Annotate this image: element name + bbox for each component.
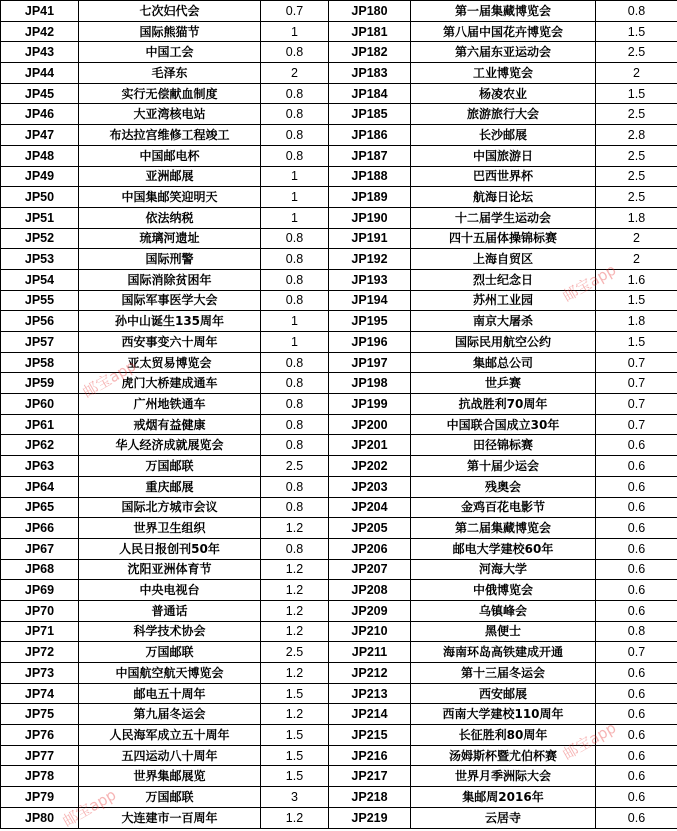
right-price-cell: 1.5: [596, 290, 677, 311]
table-row: [1, 311, 677, 332]
table-row: [1, 580, 677, 601]
left-price-cell: 1.5: [261, 683, 329, 704]
right-name-cell: 长沙邮展: [411, 125, 596, 146]
right-code-cell: JP195: [329, 311, 411, 332]
left-price-cell: 0.8: [261, 125, 329, 146]
table-row: [1, 704, 677, 725]
left-code-cell: JP53: [1, 249, 79, 270]
left-price-cell: 1.2: [261, 580, 329, 601]
right-price-cell: 0.6: [596, 538, 677, 559]
right-code-cell: JP211: [329, 642, 411, 663]
left-price-cell: 1: [261, 311, 329, 332]
left-price-cell: 1.2: [261, 621, 329, 642]
right-name-cell: 集邮周2016年: [411, 787, 596, 808]
left-code-cell: JP45: [1, 83, 79, 104]
left-name-cell: 五四运动八十周年: [79, 745, 261, 766]
left-price-cell: 1.5: [261, 766, 329, 787]
left-name-cell: 中国集邮笑迎明天: [79, 187, 261, 208]
right-code-cell: JP192: [329, 249, 411, 270]
right-price-cell: 1.5: [596, 83, 677, 104]
right-name-cell: 金鸡百花电影节: [411, 497, 596, 518]
right-name-cell: 航海日论坛: [411, 187, 596, 208]
table-row: [1, 125, 677, 146]
left-code-cell: JP75: [1, 704, 79, 725]
left-code-cell: JP72: [1, 642, 79, 663]
right-name-cell: 第八届中国花卉博览会: [411, 21, 596, 42]
table-row: [1, 21, 677, 42]
left-name-cell: 世界集邮展览: [79, 766, 261, 787]
left-name-cell: 国际刑警: [79, 249, 261, 270]
right-name-cell: 海南环岛高铁建成开通: [411, 642, 596, 663]
right-code-cell: JP190: [329, 207, 411, 228]
right-code-cell: JP188: [329, 166, 411, 187]
left-name-cell: 依法纳税: [79, 207, 261, 228]
left-code-cell: JP71: [1, 621, 79, 642]
right-name-cell: 第一届集藏博览会: [411, 1, 596, 22]
right-name-cell: 世界月季洲际大会: [411, 766, 596, 787]
left-price-cell: 3: [261, 787, 329, 808]
right-price-cell: 2.5: [596, 187, 677, 208]
right-name-cell: 西安邮展: [411, 683, 596, 704]
right-code-cell: JP203: [329, 476, 411, 497]
table-row: [1, 435, 677, 456]
table-row: [1, 145, 677, 166]
right-code-cell: JP198: [329, 373, 411, 394]
table-row: [1, 352, 677, 373]
left-name-cell: 邮电五十周年: [79, 683, 261, 704]
left-price-cell: 0.8: [261, 476, 329, 497]
right-price-cell: 1.8: [596, 311, 677, 332]
table-row: [1, 766, 677, 787]
left-code-cell: JP76: [1, 725, 79, 746]
table-row: [1, 63, 677, 84]
right-price-cell: 0.7: [596, 642, 677, 663]
left-price-cell: 1.2: [261, 559, 329, 580]
right-name-cell: 第二届集藏博览会: [411, 518, 596, 539]
left-name-cell: 万国邮联: [79, 456, 261, 477]
table-row: [1, 518, 677, 539]
right-code-cell: JP209: [329, 600, 411, 621]
left-name-cell: 世界卫生组织: [79, 518, 261, 539]
right-name-cell: 汤姆斯杯暨尤伯杯赛: [411, 745, 596, 766]
left-code-cell: JP61: [1, 414, 79, 435]
left-code-cell: JP51: [1, 207, 79, 228]
table-row: [1, 249, 677, 270]
right-name-cell: 第十三届冬运会: [411, 663, 596, 684]
right-price-cell: 0.8: [596, 621, 677, 642]
right-code-cell: JP207: [329, 559, 411, 580]
right-code-cell: JP210: [329, 621, 411, 642]
right-price-cell: 2.5: [596, 145, 677, 166]
right-name-cell: 邮电大学建校60年: [411, 538, 596, 559]
left-code-cell: JP54: [1, 269, 79, 290]
left-name-cell: 国际北方城市会议: [79, 497, 261, 518]
left-name-cell: 国际消除贫困年: [79, 269, 261, 290]
left-price-cell: 0.8: [261, 228, 329, 249]
left-name-cell: 华人经济成就展览会: [79, 435, 261, 456]
right-code-cell: JP189: [329, 187, 411, 208]
left-name-cell: 中国工会: [79, 42, 261, 63]
right-code-cell: JP204: [329, 497, 411, 518]
right-name-cell: 第六届东亚运动会: [411, 42, 596, 63]
left-code-cell: JP79: [1, 787, 79, 808]
table-row: [1, 787, 677, 808]
watermark: 邮宝app: [79, 355, 140, 402]
left-code-cell: JP63: [1, 456, 79, 477]
table-row: [1, 476, 677, 497]
left-name-cell: 沈阳亚洲体育节: [79, 559, 261, 580]
left-price-cell: 2.5: [261, 642, 329, 663]
right-name-cell: 残奥会: [411, 476, 596, 497]
right-name-cell: 四十五届体操锦标赛: [411, 228, 596, 249]
right-name-cell: 云居寺: [411, 807, 596, 828]
table-row: [1, 559, 677, 580]
table-row: [1, 683, 677, 704]
left-code-cell: JP78: [1, 766, 79, 787]
right-price-cell: 1.6: [596, 269, 677, 290]
left-price-cell: 0.8: [261, 414, 329, 435]
right-name-cell: 抗战胜利70周年: [411, 394, 596, 415]
right-price-cell: 0.6: [596, 766, 677, 787]
table-row: [1, 42, 677, 63]
left-name-cell: 大连建市一百周年: [79, 807, 261, 828]
left-price-cell: 0.8: [261, 290, 329, 311]
right-code-cell: JP182: [329, 42, 411, 63]
left-price-cell: 0.8: [261, 373, 329, 394]
right-name-cell: 乌镇峰会: [411, 600, 596, 621]
left-name-cell: 中国邮电杯: [79, 145, 261, 166]
table-row: [1, 207, 677, 228]
left-price-cell: 0.8: [261, 435, 329, 456]
right-price-cell: 0.6: [596, 683, 677, 704]
left-name-cell: 中央电视台: [79, 580, 261, 601]
watermark: 邮宝app: [559, 717, 620, 764]
right-name-cell: 上海自贸区: [411, 249, 596, 270]
left-name-cell: 国际熊猫节: [79, 21, 261, 42]
right-code-cell: JP187: [329, 145, 411, 166]
right-price-cell: 0.6: [596, 704, 677, 725]
right-price-cell: 2: [596, 228, 677, 249]
left-name-cell: 大亚湾核电站: [79, 104, 261, 125]
right-price-cell: 0.7: [596, 352, 677, 373]
left-price-cell: 0.8: [261, 249, 329, 270]
left-code-cell: JP60: [1, 394, 79, 415]
left-price-cell: 2: [261, 63, 329, 84]
left-price-cell: 1.2: [261, 663, 329, 684]
right-name-cell: 中国旅游日: [411, 145, 596, 166]
right-price-cell: 1.8: [596, 207, 677, 228]
right-name-cell: 工业博览会: [411, 63, 596, 84]
right-price-cell: 0.7: [596, 373, 677, 394]
right-price-cell: 0.6: [596, 559, 677, 580]
right-name-cell: 长征胜利80周年: [411, 725, 596, 746]
right-name-cell: 苏州工业园: [411, 290, 596, 311]
right-price-cell: 2.8: [596, 125, 677, 146]
left-code-cell: JP46: [1, 104, 79, 125]
right-code-cell: JP199: [329, 394, 411, 415]
left-price-cell: 0.8: [261, 394, 329, 415]
left-code-cell: JP74: [1, 683, 79, 704]
right-name-cell: 十二届学生运动会: [411, 207, 596, 228]
right-code-cell: JP186: [329, 125, 411, 146]
left-price-cell: 1.5: [261, 725, 329, 746]
right-code-cell: JP205: [329, 518, 411, 539]
right-code-cell: JP219: [329, 807, 411, 828]
left-code-cell: JP55: [1, 290, 79, 311]
right-name-cell: 第十届少运会: [411, 456, 596, 477]
left-name-cell: 七次妇代会: [79, 1, 261, 22]
right-price-cell: 1.5: [596, 21, 677, 42]
left-code-cell: JP64: [1, 476, 79, 497]
right-name-cell: 巴西世界杯: [411, 166, 596, 187]
table-row: [1, 497, 677, 518]
right-price-cell: 0.6: [596, 745, 677, 766]
right-code-cell: JP181: [329, 21, 411, 42]
table-row: [1, 538, 677, 559]
right-price-cell: 1.5: [596, 332, 677, 353]
right-price-cell: 0.6: [596, 787, 677, 808]
right-code-cell: JP193: [329, 269, 411, 290]
left-code-cell: JP67: [1, 538, 79, 559]
table-row: [1, 104, 677, 125]
left-code-cell: JP48: [1, 145, 79, 166]
table-row: [1, 807, 677, 828]
right-price-cell: 0.6: [596, 476, 677, 497]
left-code-cell: JP68: [1, 559, 79, 580]
right-price-cell: 0.6: [596, 435, 677, 456]
right-code-cell: JP197: [329, 352, 411, 373]
left-code-cell: JP70: [1, 600, 79, 621]
left-name-cell: 重庆邮展: [79, 476, 261, 497]
left-code-cell: JP80: [1, 807, 79, 828]
table-row: [1, 269, 677, 290]
left-code-cell: JP69: [1, 580, 79, 601]
right-price-cell: 0.6: [596, 580, 677, 601]
right-price-cell: 0.6: [596, 663, 677, 684]
left-code-cell: JP57: [1, 332, 79, 353]
left-code-cell: JP43: [1, 42, 79, 63]
left-price-cell: 0.7: [261, 1, 329, 22]
right-code-cell: JP194: [329, 290, 411, 311]
right-price-cell: 0.6: [596, 497, 677, 518]
right-name-cell: 河海大学: [411, 559, 596, 580]
left-code-cell: JP62: [1, 435, 79, 456]
right-code-cell: JP183: [329, 63, 411, 84]
left-code-cell: JP42: [1, 21, 79, 42]
right-name-cell: 旅游旅行大会: [411, 104, 596, 125]
left-name-cell: 中国航空航天博览会: [79, 663, 261, 684]
left-code-cell: JP66: [1, 518, 79, 539]
right-name-cell: 集邮总公司: [411, 352, 596, 373]
right-code-cell: JP206: [329, 538, 411, 559]
left-code-cell: JP56: [1, 311, 79, 332]
left-price-cell: 1.2: [261, 704, 329, 725]
left-name-cell: 人民海军成立五十周年: [79, 725, 261, 746]
table-row: [1, 745, 677, 766]
left-price-cell: 0.8: [261, 145, 329, 166]
table-row: [1, 600, 677, 621]
left-price-cell: 0.8: [261, 538, 329, 559]
watermark: 邮宝app: [559, 259, 620, 306]
left-name-cell: 琉璃河遗址: [79, 228, 261, 249]
left-name-cell: 孙中山诞生135周年: [79, 311, 261, 332]
left-price-cell: 1.5: [261, 745, 329, 766]
left-name-cell: 实行无偿献血制度: [79, 83, 261, 104]
left-name-cell: 虎门大桥建成通车: [79, 373, 261, 394]
left-name-cell: 戒烟有益健康: [79, 414, 261, 435]
watermark: 邮宝app: [59, 784, 120, 831]
left-code-cell: JP73: [1, 663, 79, 684]
left-price-cell: 0.8: [261, 42, 329, 63]
left-price-cell: 1.2: [261, 518, 329, 539]
left-name-cell: 第九届冬运会: [79, 704, 261, 725]
left-name-cell: 亚太贸易博览会: [79, 352, 261, 373]
left-price-cell: 0.8: [261, 497, 329, 518]
right-price-cell: 2.5: [596, 104, 677, 125]
right-code-cell: JP217: [329, 766, 411, 787]
left-price-cell: 0.8: [261, 104, 329, 125]
table-row: [1, 166, 677, 187]
right-code-cell: JP214: [329, 704, 411, 725]
right-name-cell: 国际民用航空公约: [411, 332, 596, 353]
right-price-cell: 2.5: [596, 166, 677, 187]
right-name-cell: 黑便士: [411, 621, 596, 642]
left-name-cell: 万国邮联: [79, 787, 261, 808]
right-price-cell: 0.6: [596, 600, 677, 621]
left-code-cell: JP41: [1, 1, 79, 22]
left-code-cell: JP52: [1, 228, 79, 249]
table-row: [1, 83, 677, 104]
right-price-cell: 0.6: [596, 725, 677, 746]
left-name-cell: 西安事变六十周年: [79, 332, 261, 353]
right-name-cell: 中国联合国成立30年: [411, 414, 596, 435]
right-price-cell: 0.7: [596, 414, 677, 435]
table-row: [1, 290, 677, 311]
left-name-cell: 万国邮联: [79, 642, 261, 663]
right-name-cell: 世乒赛: [411, 373, 596, 394]
right-price-cell: 0.6: [596, 456, 677, 477]
table-row: [1, 725, 677, 746]
left-code-cell: JP49: [1, 166, 79, 187]
left-name-cell: 亚洲邮展: [79, 166, 261, 187]
left-code-cell: JP58: [1, 352, 79, 373]
left-name-cell: 人民日报创刊50年: [79, 538, 261, 559]
right-name-cell: 烈士纪念日: [411, 269, 596, 290]
table-row: [1, 332, 677, 353]
left-code-cell: JP65: [1, 497, 79, 518]
right-name-cell: 南京大屠杀: [411, 311, 596, 332]
left-price-cell: 0.8: [261, 269, 329, 290]
left-price-cell: 1.2: [261, 807, 329, 828]
table-row: [1, 621, 677, 642]
left-name-cell: 毛泽东: [79, 63, 261, 84]
left-price-cell: 1: [261, 21, 329, 42]
right-name-cell: 杨凌农业: [411, 83, 596, 104]
table-row: [1, 414, 677, 435]
table-body: [1, 1, 677, 829]
left-price-cell: 1: [261, 332, 329, 353]
left-name-cell: 普通话: [79, 600, 261, 621]
right-code-cell: JP196: [329, 332, 411, 353]
right-name-cell: 田径锦标赛: [411, 435, 596, 456]
left-price-cell: 1: [261, 166, 329, 187]
right-price-cell: 2.5: [596, 42, 677, 63]
left-price-cell: 0.8: [261, 83, 329, 104]
table-row: [1, 187, 677, 208]
table-row: [1, 1, 677, 22]
right-code-cell: JP201: [329, 435, 411, 456]
left-code-cell: JP77: [1, 745, 79, 766]
left-name-cell: 广州地铁通车: [79, 394, 261, 415]
left-price-cell: 1.2: [261, 600, 329, 621]
left-code-cell: JP47: [1, 125, 79, 146]
right-code-cell: JP180: [329, 1, 411, 22]
right-price-cell: 0.6: [596, 518, 677, 539]
right-code-cell: JP191: [329, 228, 411, 249]
table-row: [1, 228, 677, 249]
right-price-cell: 0.8: [596, 1, 677, 22]
left-name-cell: 科学技术协会: [79, 621, 261, 642]
right-name-cell: 中俄博览会: [411, 580, 596, 601]
left-name-cell: 布达拉宫维修工程竣工: [79, 125, 261, 146]
right-code-cell: JP184: [329, 83, 411, 104]
right-code-cell: JP200: [329, 414, 411, 435]
right-code-cell: JP212: [329, 663, 411, 684]
table-row: [1, 373, 677, 394]
left-code-cell: JP44: [1, 63, 79, 84]
right-price-cell: 0.6: [596, 807, 677, 828]
left-code-cell: JP59: [1, 373, 79, 394]
right-code-cell: JP215: [329, 725, 411, 746]
left-price-cell: 0.8: [261, 352, 329, 373]
left-price-cell: 1: [261, 187, 329, 208]
right-price-cell: 2: [596, 63, 677, 84]
right-code-cell: JP218: [329, 787, 411, 808]
left-price-cell: 2.5: [261, 456, 329, 477]
left-name-cell: 国际军事医学大会: [79, 290, 261, 311]
left-price-cell: 1: [261, 207, 329, 228]
right-code-cell: JP202: [329, 456, 411, 477]
right-name-cell: 西南大学建校110周年: [411, 704, 596, 725]
table-row: [1, 642, 677, 663]
right-price-cell: 0.7: [596, 394, 677, 415]
right-code-cell: JP213: [329, 683, 411, 704]
table-row: [1, 394, 677, 415]
right-code-cell: JP216: [329, 745, 411, 766]
left-code-cell: JP50: [1, 187, 79, 208]
right-price-cell: 2: [596, 249, 677, 270]
table-row: [1, 456, 677, 477]
right-code-cell: JP185: [329, 104, 411, 125]
right-code-cell: JP208: [329, 580, 411, 601]
table-row: [1, 663, 677, 684]
